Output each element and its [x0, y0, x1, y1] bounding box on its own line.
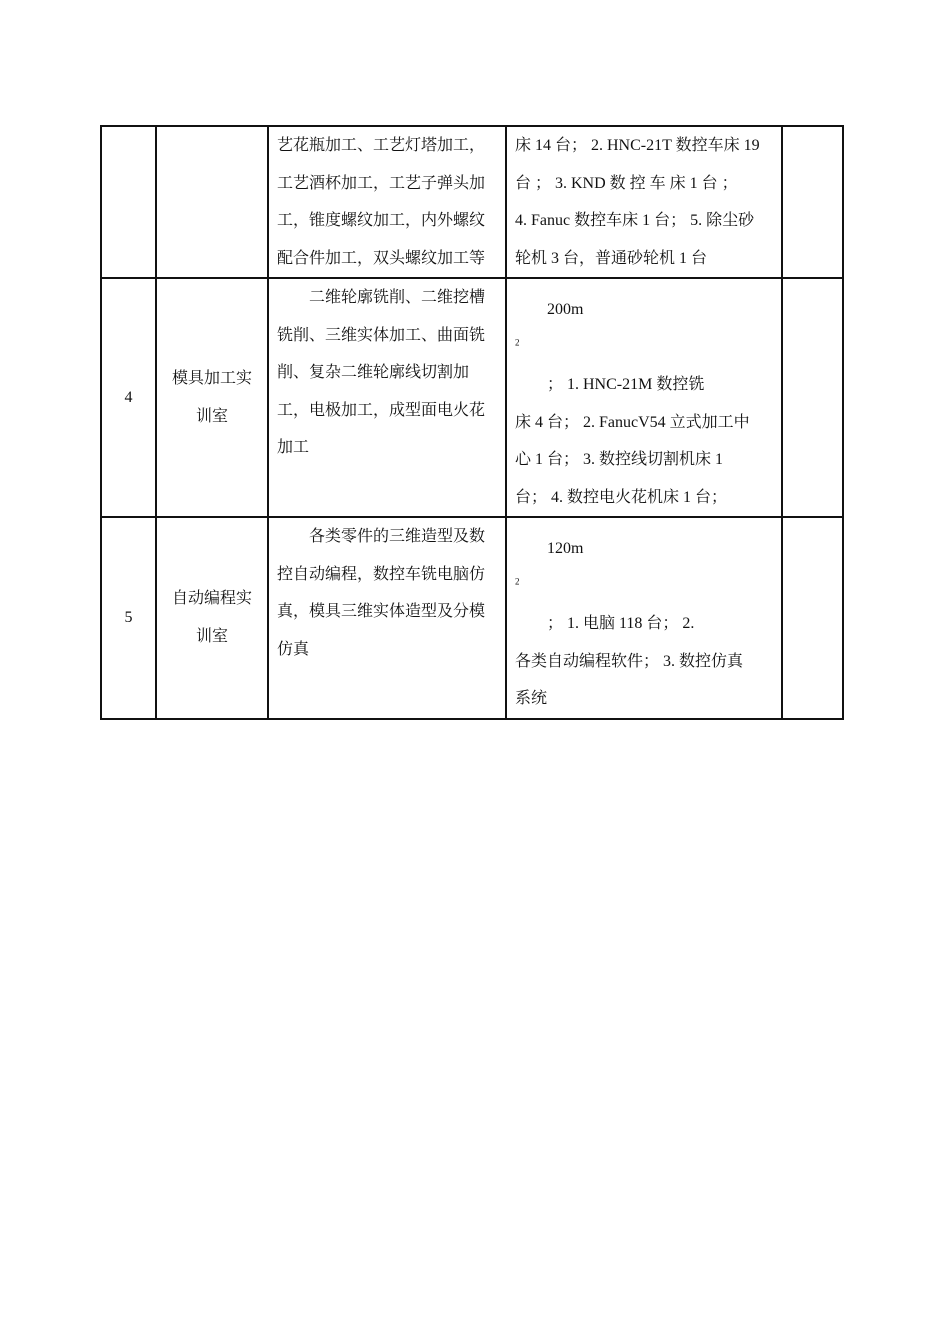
equipment-first-line-rest: ； 1. 电脑 118 台； 2.: [547, 615, 695, 632]
content-line: 工艺酒杯加工，工艺子弹头加: [277, 174, 486, 192]
area-superscript: 2: [515, 337, 520, 348]
equipment-first-line-rest: ； 1. HNC-21M 数控铣: [547, 376, 705, 393]
content-line: 工，锥度螺纹加工，内外螺纹: [277, 212, 486, 229]
equipment-line: [515, 530, 773, 643]
room-name-cell: [156, 126, 268, 278]
training-room-table: [100, 125, 844, 720]
notes-cell: [782, 278, 843, 517]
training-content-cell: [268, 517, 506, 719]
room-name-line: 训室: [195, 627, 228, 645]
area-superscript: 2: [515, 576, 520, 587]
room-name-line: 模具加工实: [171, 370, 252, 387]
content-line: 铣削、三维实体加工、曲面铣: [277, 326, 486, 344]
row-number-cell: [101, 126, 156, 278]
equipment-cell: [506, 517, 782, 719]
row-number-cell: [101, 517, 156, 719]
content-line: 配合件加工，双头螺纹加工等: [277, 249, 486, 267]
content-line: 二维轮廓铣削、二维挖槽: [309, 289, 486, 306]
training-content-cell: [268, 278, 506, 517]
table-row: [101, 517, 843, 719]
row-number-cell: [101, 278, 156, 517]
notes-cell: [782, 517, 843, 719]
content-line: 艺花瓶加工、工艺灯塔加工，: [277, 137, 486, 154]
content-line: 真，模具三维实体造型及分模: [277, 603, 486, 620]
content-line: 控自动编程，数控车铣电脑仿: [277, 565, 486, 583]
equipment-line: 4. Fanuc 数控车床 1 台； 5. 除尘砂: [515, 212, 755, 229]
content-line: 仿真: [277, 640, 310, 658]
content-line: 加工: [277, 439, 310, 456]
content-line: 削、复杂二维轮廓线切割加: [277, 364, 470, 381]
equipment-line: 床 4 台； 2. FanucV54 立式加工中: [515, 413, 750, 431]
table-row: [101, 126, 843, 278]
training-content-cell: [268, 126, 506, 278]
equipment-line: 心 1 台； 3. 数控线切割机床 1: [515, 451, 724, 468]
room-name-line: 自动编程实: [171, 590, 252, 608]
room-name-line: 训室: [195, 407, 228, 425]
notes-cell: [782, 126, 843, 278]
equipment-cell: [506, 278, 782, 517]
room-name-cell: [156, 517, 268, 719]
equipment-line: 轮机 3 台，普通砂轮机 1 台: [515, 249, 708, 267]
equipment-cell: [506, 126, 782, 278]
equipment-line: 各类自动编程软件； 3. 数控仿真: [515, 652, 744, 670]
room-name-cell: [156, 278, 268, 517]
equipment-line: 台 ； 3. KND 数 控 车 床 1 台 ；: [515, 174, 738, 192]
row-number: 4: [124, 388, 133, 406]
equipment-area: 120m: [547, 540, 584, 557]
content-line: 各类零件的三维造型及数: [309, 528, 486, 545]
table-row: [101, 278, 843, 517]
equipment-line: 系统: [515, 690, 548, 707]
content-line: 工，电极加工，成型面电火花: [277, 401, 486, 419]
equipment-line: [515, 291, 773, 404]
equipment-line: 台； 4. 数控电火花机床 1 台；: [515, 488, 728, 506]
equipment-area: 200m: [547, 301, 584, 318]
equipment-line: 床 14 台； 2. HNC-21T 数控车床 19: [515, 137, 760, 154]
row-number: 5: [124, 609, 133, 626]
